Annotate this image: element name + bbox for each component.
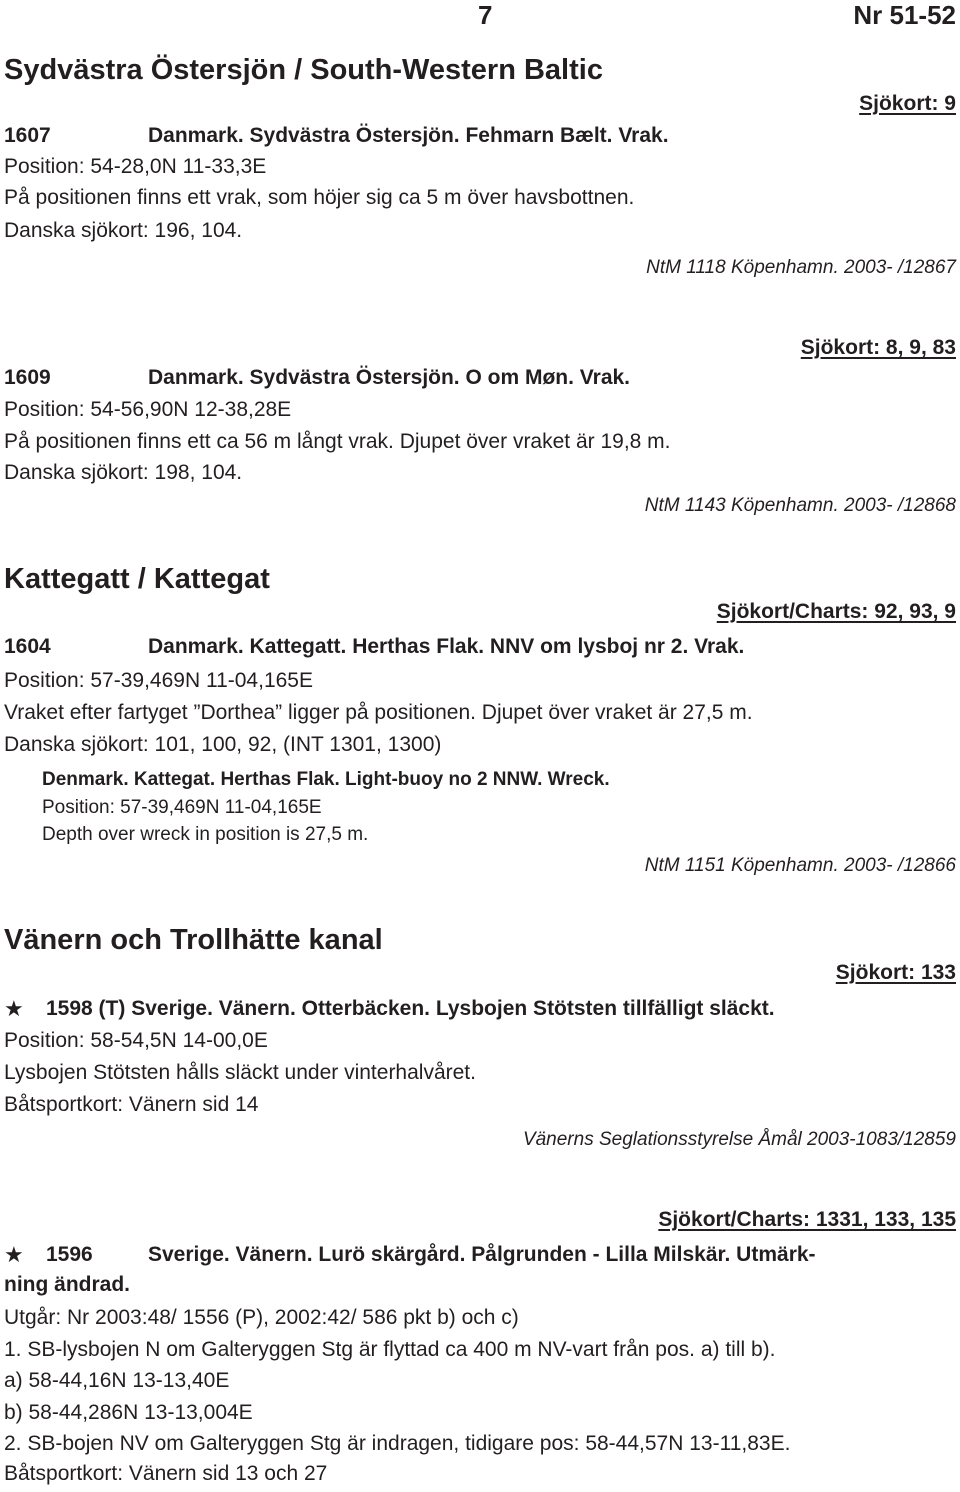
notice-english-line: Depth over wreck in position is 27,5 m. bbox=[42, 824, 369, 845]
notice-number-1607: 1607 bbox=[4, 124, 51, 147]
notice-line: Position: 57-39,469N 11-04,165E bbox=[4, 669, 313, 692]
notice-source-1609: NtM 1143 Köpenhamn. 2003- /12868 bbox=[644, 495, 956, 516]
notice-number-1609: 1609 bbox=[4, 366, 51, 389]
notice-title-1596: Sverige. Vänern. Lurö skärgård. Pålgrunden - Lilla Milskär. Utmärk- bbox=[148, 1243, 816, 1266]
page-number: 7 bbox=[478, 0, 493, 30]
notice-line: a) 58-44,16N 13-13,40E bbox=[4, 1369, 230, 1392]
notice-line: Danska sjökort: 196, 104. bbox=[4, 219, 243, 242]
notice-line: På positionen finns ett ca 56 m långt vrak. Djupet över vraket är 19,8 m. bbox=[4, 430, 671, 453]
notice-title-1609: Danmark. Sydvästra Östersjön. O om Møn. Vrak. bbox=[148, 366, 631, 389]
star-icon: ★ bbox=[4, 1242, 24, 1267]
issue-number: Nr 51-52 bbox=[853, 0, 956, 30]
notice-line: På positionen finns ett vrak, som höjer sig ca 5 m över havsbottnen. bbox=[4, 186, 635, 209]
chart-reference-1596: Sjökort/Charts: 1331, 133, 135 bbox=[658, 1208, 956, 1231]
star-icon: ★ bbox=[4, 996, 24, 1021]
section-heading-baltic: Sydvästra Östersjön / South-Western Baltic bbox=[4, 54, 603, 86]
notice-line: Position: 54-28,0N 11-33,3E bbox=[4, 155, 267, 178]
section-heading-vanern: Vänern och Trollhätte kanal bbox=[4, 924, 383, 956]
notice-line: Båtsportkort: Vänern sid 14 bbox=[4, 1093, 259, 1116]
notice-line: 2. SB-bojen NV om Galteryggen Stg är indragen, tidigare pos: 58-44,57N 13-11,83E. bbox=[4, 1432, 791, 1455]
notice-line: Danska sjökort: 198, 104. bbox=[4, 461, 243, 484]
chart-reference-1598: Sjökort: 133 bbox=[835, 961, 956, 984]
chart-reference-1607: Sjökort: 9 bbox=[859, 92, 956, 115]
chart-reference-1604: Sjökort/Charts: 92, 93, 9 bbox=[716, 600, 956, 623]
notice-line: Båtsportkort: Vänern sid 13 och 27 bbox=[4, 1462, 328, 1485]
notice-line: Lysbojen Stötsten hålls släckt under vinterhalvåret. bbox=[4, 1061, 476, 1084]
notice-line: b) 58-44,286N 13-13,004E bbox=[4, 1401, 253, 1424]
notice-source-1598: Vänerns Seglationsstyrelse Åmål 2003-1083/12859 bbox=[522, 1129, 956, 1150]
notice-number-1604: 1604 bbox=[4, 635, 51, 658]
notice-english-line: Position: 57-39,469N 11-04,165E bbox=[42, 797, 322, 818]
notice-english-title-1604: Denmark. Kattegat. Herthas Flak. Light-buoy no 2 NNW. Wreck. bbox=[42, 769, 610, 790]
notice-source-1604: NtM 1151 Köpenhamn. 2003- /12866 bbox=[644, 855, 956, 876]
notice-title-1607: Danmark. Sydvästra Östersjön. Fehmarn Bælt. Vrak. bbox=[148, 124, 669, 147]
notice-source-1607: NtM 1118 Köpenhamn. 2003- /12867 bbox=[646, 257, 956, 278]
notice-line: Vraket efter fartyget ”Dorthea” ligger på positionen. Djupet över vraket är 27,5 m. bbox=[4, 701, 753, 724]
notice-title-1596-continued: ning ändrad. bbox=[4, 1273, 130, 1296]
notice-title-1598: 1598 (T) Sverige. Vänern. Otterbäcken. Lysbojen Stötsten tillfälligt släckt. bbox=[46, 997, 775, 1020]
notice-line: 1. SB-lysbojen N om Galteryggen Stg är flyttad ca 400 m NV-vart från pos. a) till b). bbox=[4, 1338, 776, 1361]
notice-title-1604: Danmark. Kattegatt. Herthas Flak. NNV om lysboj nr 2. Vrak. bbox=[148, 635, 745, 658]
notice-line: Position: 58-54,5N 14-00,0E bbox=[4, 1029, 268, 1052]
notice-number-1596: 1596 bbox=[46, 1243, 93, 1266]
section-heading-kattegat: Kattegatt / Kattegat bbox=[4, 563, 270, 595]
notice-line: Danska sjökort: 101, 100, 92, (INT 1301, 1300) bbox=[4, 733, 442, 756]
chart-reference-1609: Sjökort: 8, 9, 83 bbox=[800, 336, 956, 359]
notice-line: Utgår: Nr 2003:48/ 1556 (P), 2002:42/ 586 pkt b) och c) bbox=[4, 1306, 519, 1329]
notice-line: Position: 54-56,90N 12-38,28E bbox=[4, 398, 292, 421]
